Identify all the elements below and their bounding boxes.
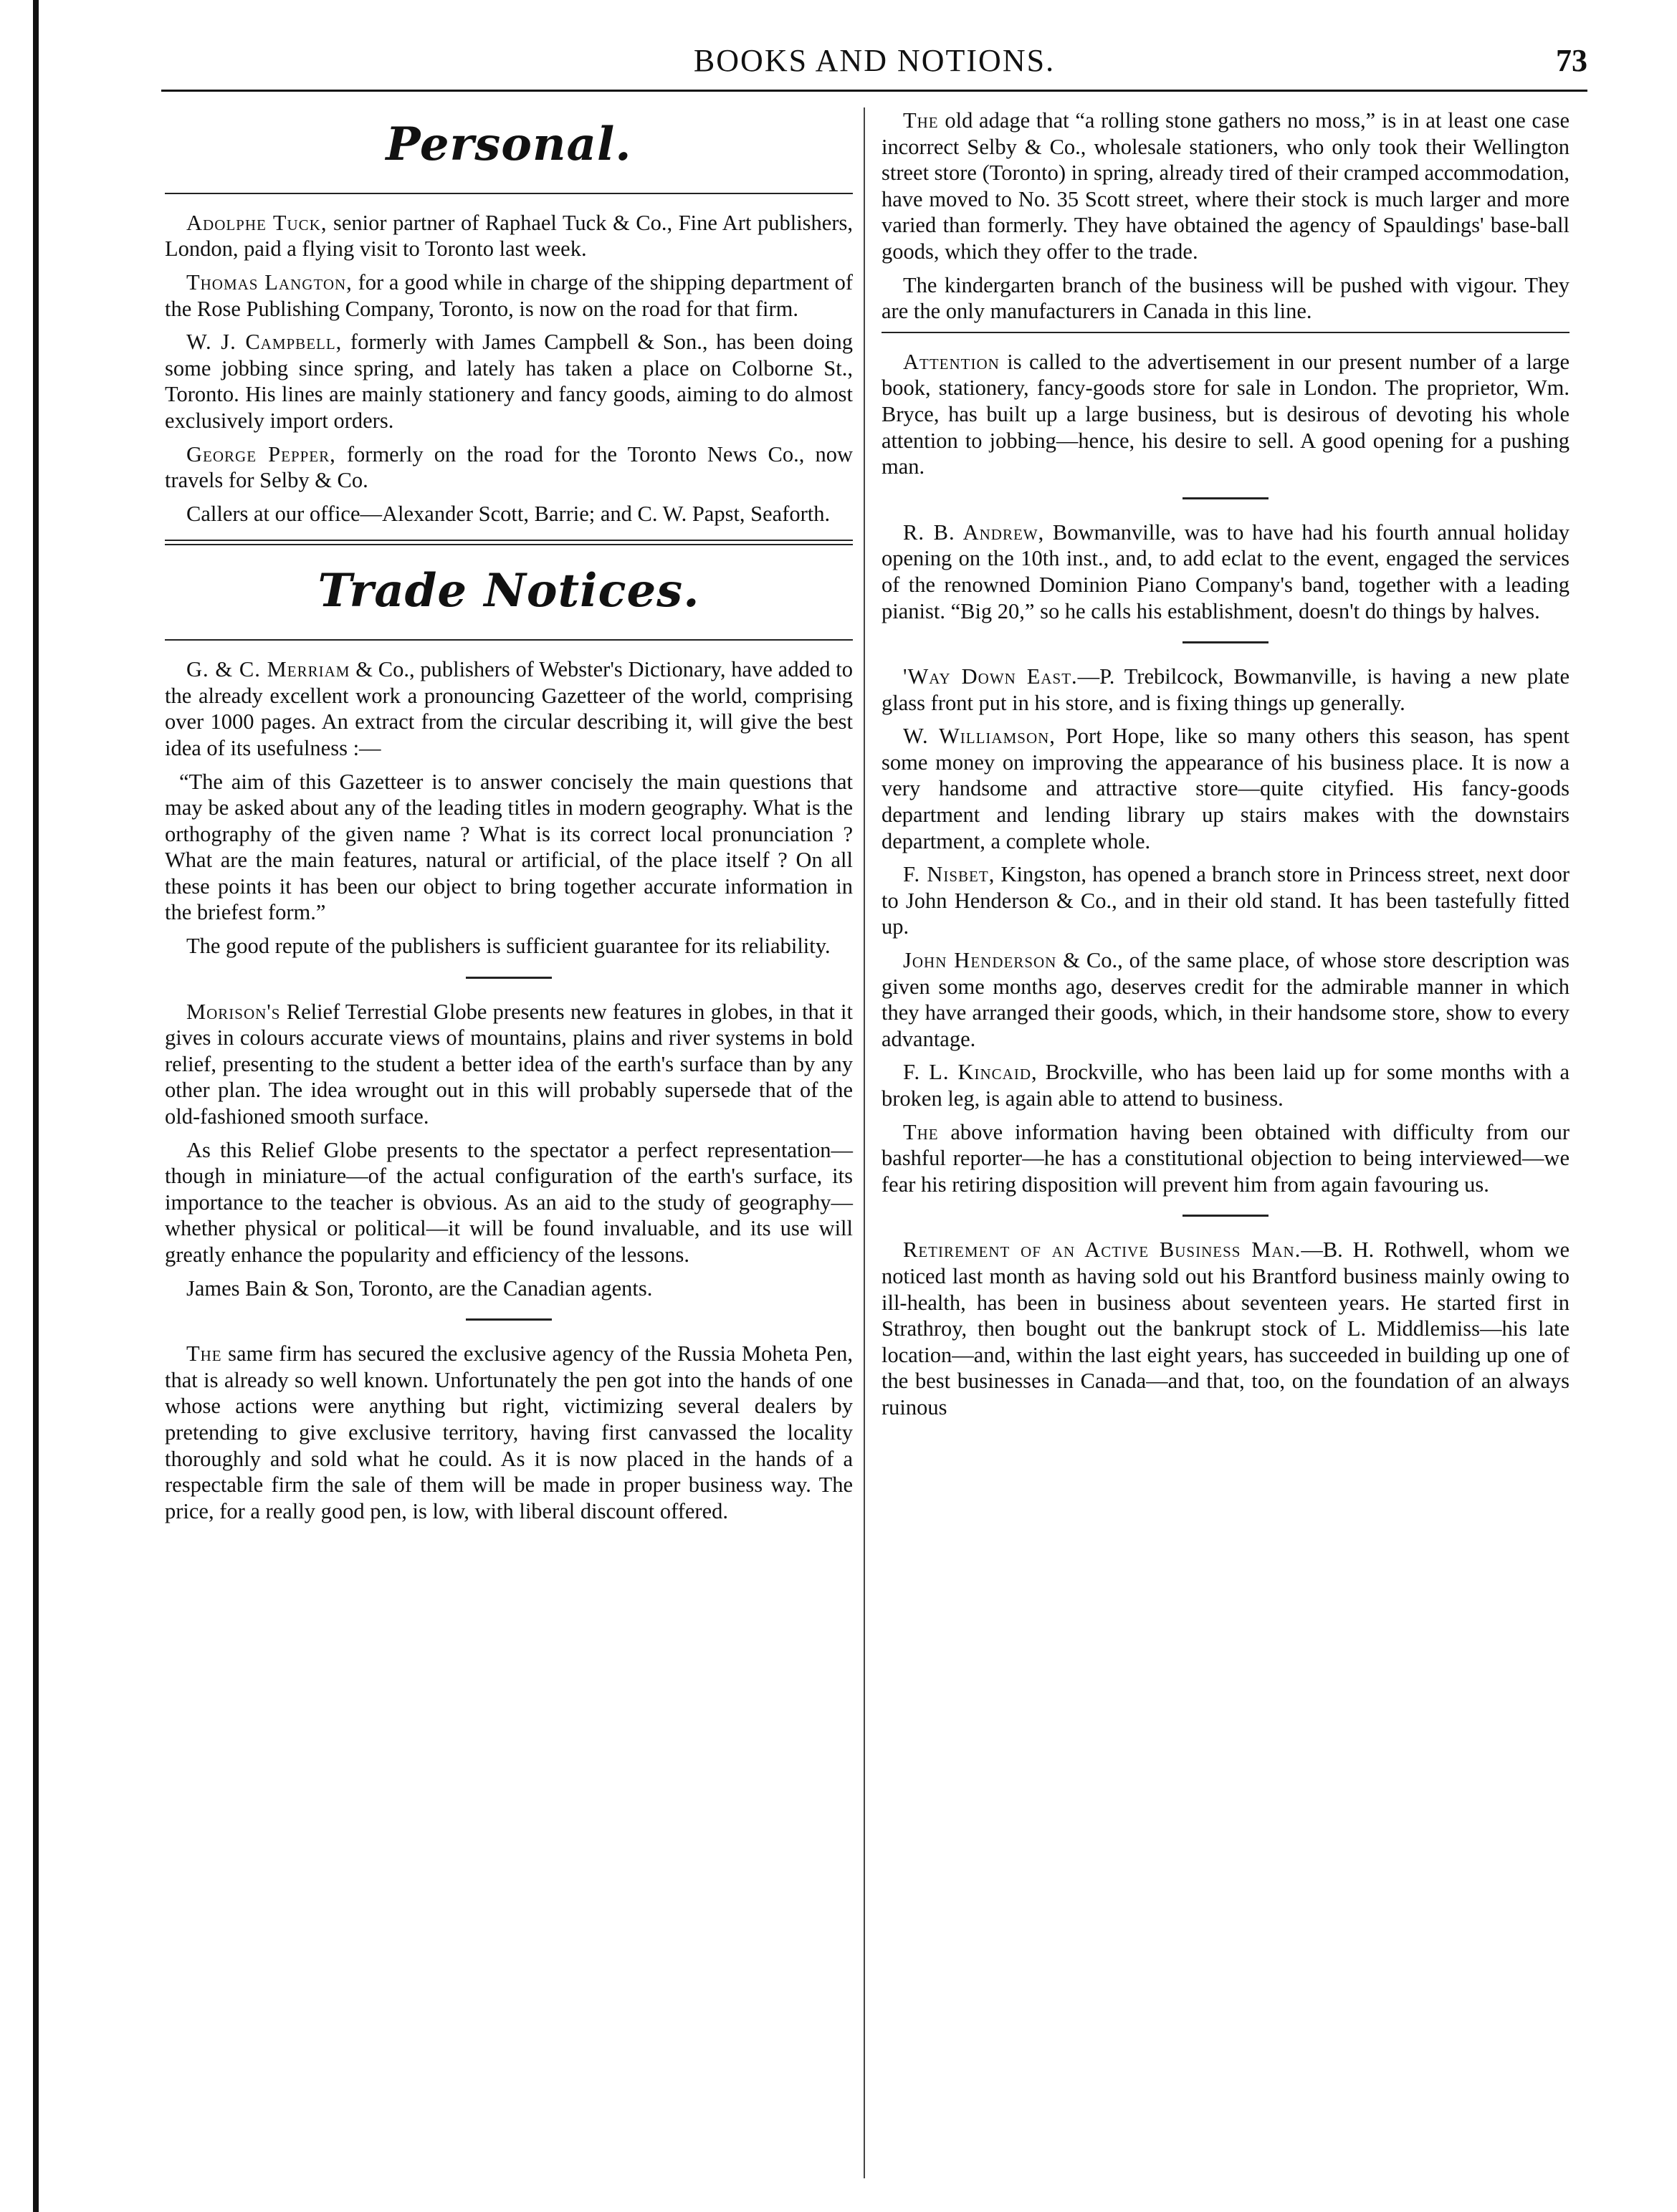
item-text: & Co., publishers of Webster's Dictionary, have added to the already excellent work a pronouncing Gazetteer of the world, comprising over 1000 pages. An extract from the circular describing it, will give the best idea of its usefulness :— xyxy=(165,657,853,760)
page-number: 73 xyxy=(1556,43,1587,78)
notice-paragraph xyxy=(165,656,853,761)
notice-paragraph: The good repute of the publishers is sufficient guarantee for its reliability. xyxy=(186,934,831,959)
item-lead: W. Williamson, xyxy=(903,724,1056,749)
item-text: for a good while in charge of the shipping department of the Rose Publishing Company, Toronto, is now on the road for that firm. xyxy=(165,269,853,321)
item-text: Bowmanville, was to have had his fourth annual holiday opening on the 10th inst., and, to add eclat to the event, engaged the services of the renowned Dominion Piano Company's band, together with a leading pianist. “Big 20,” so he calls his establishment, doesn't do things by halves. xyxy=(882,520,1570,623)
item-text: old adage that “a rolling stone gathers no moss,” is in at least one case incorrect Selby & Co., wholesale stationers, who only took their Wellington street store (Toronto) in spring, already tired of their cramped accommodation, have moved to No. 35 Scott street, where their stock is much larger and more varied than formerly. They have obtained the agency of Spauldings' base-ball goods, which they offer to the trade. xyxy=(882,108,1570,264)
item-lead: Morison's xyxy=(186,999,281,1024)
notice-paragraph xyxy=(165,999,853,1130)
notice-paragraph xyxy=(165,1341,853,1524)
item-lead: Thomas Langton, xyxy=(186,269,353,295)
item-lead: The xyxy=(903,1119,939,1144)
notice-paragraph xyxy=(882,664,1570,716)
item-text: Relief Terrestial Globe presents new features in globes, in that it gives in colours accurate views of mountains, plains and river systems in bold relief, presenting to the student a better idea of the earth's surface than by any other plan. The idea wrought out in this will probably supersede that of the old-fashioned smooth surface. xyxy=(165,999,853,1129)
notice-paragraph: As this Relief Globe presents to the spectator a perfect representation—though in miniature—of the actual configuration of the earth's surface, its importance to the teacher is obvious. As an aid to the study of geography—whether physical or political—it will be found invaluable, and its use will greatly enhance the popularity and efficiency of the lessons. xyxy=(165,1137,853,1267)
personal-item xyxy=(165,269,853,322)
header-rule xyxy=(161,90,1587,92)
item-text: formerly on the road for the Toronto News Co., now travels for Selby & Co. xyxy=(165,441,853,493)
item-lead: 'Way Down East. xyxy=(903,664,1078,689)
page-header xyxy=(161,36,1587,86)
notice-paragraph xyxy=(882,1237,1570,1420)
item-text: same firm has secured the exclusive agency of the Russia Moheta Pen, that is already so well known. Unfortunately the pen got into the hands of one whose actions were anything but right, victimizing several dealers by pretending to give exclusive territory, having first canvassed the locality thoroughly and sold what he could. As it is now placed in the hands of a respectable firm the sale of them will be made in proper business way. The price, for a really good pen, is low, with liberal discount offered. xyxy=(165,1341,853,1523)
short-rule xyxy=(466,977,552,979)
trade-notices-heading: Trade Notices. xyxy=(317,564,700,618)
right-column xyxy=(882,107,1570,1428)
personal-item xyxy=(165,210,853,262)
section-rule xyxy=(882,332,1570,333)
column-divider xyxy=(864,107,865,2178)
personal-item xyxy=(165,501,853,527)
item-text: Port Hope, like so many others this season, has spent some money on improving the appearance of his business place. It is now a very handsome and attractive store—quite cityfied. His fancy-goods department and lending library up stairs makes with the downstairs department, a complete whole. xyxy=(882,724,1570,853)
notice-paragraph xyxy=(882,947,1570,1052)
personal-item xyxy=(165,441,853,494)
item-text: senior partner of Raphael Tuck & Co., Fine Art publishers, London, paid a flying visit to Toronto last week. xyxy=(165,210,853,262)
item-lead: Attention xyxy=(903,349,1000,374)
item-lead: F. Nisbet, xyxy=(903,862,995,887)
notice-paragraph: The kindergarten branch of the business will be pushed with vigour. They are the only manufacturers in Canada in this line. xyxy=(882,272,1570,324)
notice-paragraph xyxy=(882,723,1570,854)
double-rule xyxy=(165,540,853,545)
gazetteer-quote xyxy=(165,769,853,927)
binding-edge-rule xyxy=(33,0,39,2212)
item-text: formerly with James Campbell & Son., has been doing some jobbing since spring, and lately has taken a place on Colborne St., Toronto. His lines are mainly stationery and fancy goods, aiming to do almost exclusively import orders. xyxy=(165,330,853,433)
item-lead: F. L. Kincaid, xyxy=(903,1060,1038,1085)
item-text: above information having been obtained with difficulty from our bashful reporter—he has a constitutional objection to being interviewed—we fear his retiring disposition will prevent him from again favouring us. xyxy=(882,1119,1570,1197)
notice-paragraph xyxy=(882,861,1570,940)
item-lead: Retirement of an Active Business Man. xyxy=(903,1237,1301,1263)
notice-paragraph xyxy=(882,349,1570,480)
personal-heading: Personal. xyxy=(386,118,632,171)
notice-paragraph xyxy=(882,520,1570,624)
item-lead: George Pepper, xyxy=(186,441,336,466)
item-text: —B. H. Rothwell, whom we noticed last month as having sold out his Brantford business mainly owing to ill-health, has been in business about seventeen years. He started first in Strathroy, then bought out the bankrupt stock of L. Middlemiss—his late location—and, within the last eight years, has succeeded in building up one of the best businesses in Canada—and that, too, on the foundation of an always ruinous xyxy=(882,1237,1570,1419)
item-lead: R. B. Andrew, xyxy=(903,520,1045,545)
short-rule xyxy=(1182,641,1268,643)
left-column xyxy=(165,107,853,1531)
section-rule xyxy=(165,193,853,194)
item-text: —P. Trebilcock, Bowmanville, is having a new plate glass front put in his store, and is fixing things up generally. xyxy=(882,664,1570,715)
notice-paragraph xyxy=(882,107,1570,265)
item-lead: John Henderson xyxy=(903,948,1057,973)
notice-paragraph xyxy=(882,1059,1570,1111)
short-rule xyxy=(466,1318,552,1321)
quote-text: “The aim of this Gazetteer is to answer concisely the main questions that may be asked about any of the leading titles in modern geography. What is the orthography of the given name ? What is its correct local pronunciation ? What are the main features, natural or artificial, of the place itself ? On all these points it has been our object to bring together accurate information in the briefest form.” xyxy=(165,769,853,925)
personal-item xyxy=(165,329,853,434)
item-lead: Adolphe Tuck, xyxy=(186,210,328,235)
item-lead: G. & C. Merriam xyxy=(186,657,350,682)
short-rule xyxy=(1182,497,1268,499)
item-lead: The xyxy=(903,108,939,133)
item-text: & Co., of the same place, of whose store description was given some months ago, deserves credit for the admirable manner in which they have arranged their goods, which, in their handsome store, show to every advantage. xyxy=(882,948,1570,1051)
notice-paragraph xyxy=(882,1119,1570,1198)
item-text: is called to the advertisement in our present number of a large book, stationery, fancy-goods store for sale in London. The proprietor, Wm. Bryce, has built up a large business, but is desirous of devoting his whole attention to jobbing—hence, his desire to sell. A good opening for a pushing man. xyxy=(882,349,1570,479)
item-text: Callers at our office—Alexander Scott, Barrie; and C. W. Papst, Seaforth. xyxy=(186,501,831,526)
running-title: BOOKS AND NOTIONS. xyxy=(693,43,1056,78)
item-text: Brockville, who has been laid up for some months with a broken leg, is again able to attend to business. xyxy=(882,1060,1570,1111)
item-lead: W. J. Campbell, xyxy=(186,330,343,355)
short-rule xyxy=(1182,1215,1268,1217)
notice-paragraph: James Bain & Son, Toronto, are the Canadian agents. xyxy=(186,1275,653,1301)
item-text: Kingston, has opened a branch store in Princess street, next door to John Henderson & Co., and in their old stand. It has been tastefully fitted up. xyxy=(882,862,1570,939)
item-lead: The xyxy=(186,1341,222,1366)
section-rule xyxy=(165,639,853,641)
